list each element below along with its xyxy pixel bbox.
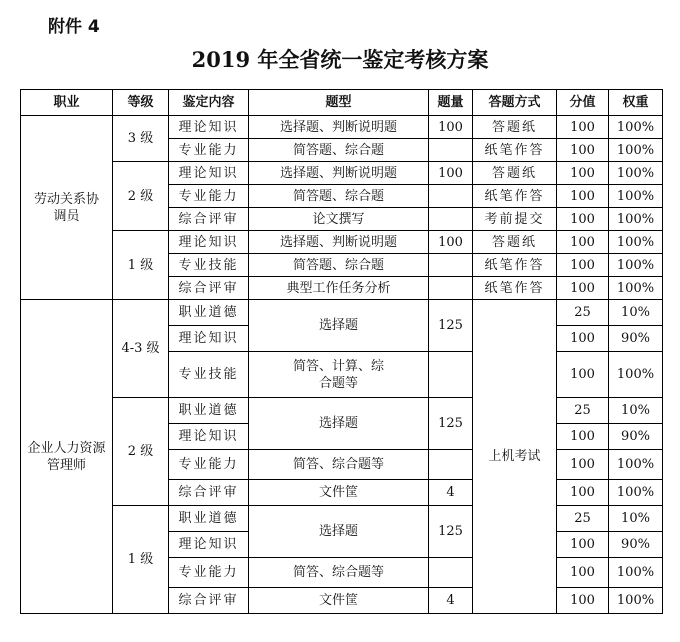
qty-cell: 125 (429, 506, 473, 558)
qty-cell: 4 (429, 480, 473, 506)
score-cell: 100 (557, 277, 609, 300)
method-cell: 上机考试 (473, 300, 557, 614)
weight-cell: 100% (609, 162, 663, 185)
attachment-label: 附件 4 (48, 17, 100, 37)
level-cell: 4-3 级 (113, 300, 169, 398)
qty-cell: 4 (429, 588, 473, 614)
weight-cell: 10% (609, 300, 663, 326)
method-cell: 考前提交 (473, 208, 557, 231)
type-cell: 论文撰写 (249, 208, 429, 231)
type-cell: 典型工作任务分析 (249, 277, 429, 300)
weight-cell: 100% (609, 185, 663, 208)
score-cell: 100 (557, 352, 609, 398)
type-cell: 文件筐 (249, 588, 429, 614)
content-cell: 专业技能 (169, 254, 249, 277)
type-cell: 文件筐 (249, 480, 429, 506)
qty-cell (429, 450, 473, 480)
level-cell: 2 级 (113, 162, 169, 231)
table-row (21, 300, 663, 326)
score-cell: 25 (557, 506, 609, 532)
qty-cell (429, 277, 473, 300)
method-cell: 答题纸 (473, 162, 557, 185)
weight-cell: 10% (609, 506, 663, 532)
score-cell: 100 (557, 558, 609, 588)
table-row (21, 116, 663, 139)
weight-cell: 100% (609, 277, 663, 300)
qty-cell (429, 139, 473, 162)
header-level: 等级 (113, 90, 169, 116)
weight-cell: 100% (609, 139, 663, 162)
content-cell: 理论知识 (169, 424, 249, 450)
score-cell: 100 (557, 208, 609, 231)
score-cell: 100 (557, 588, 609, 614)
method-cell: 纸笔作答 (473, 254, 557, 277)
score-cell: 100 (557, 162, 609, 185)
content-cell: 理论知识 (169, 231, 249, 254)
qty-cell (429, 352, 473, 398)
weight-cell: 100% (609, 352, 663, 398)
content-cell: 综合评审 (169, 208, 249, 231)
weight-cell: 100% (609, 558, 663, 588)
type-cell: 简答题、综合题 (249, 185, 429, 208)
content-cell: 专业能力 (169, 185, 249, 208)
qty-cell: 125 (429, 300, 473, 352)
content-cell: 专业能力 (169, 450, 249, 480)
type-cell: 简答题、综合题 (249, 139, 429, 162)
qty-cell (429, 208, 473, 231)
content-cell: 理论知识 (169, 326, 249, 352)
level-cell: 3 级 (113, 116, 169, 162)
header-content: 鉴定内容 (169, 90, 249, 116)
weight-cell: 90% (609, 424, 663, 450)
weight-cell: 100% (609, 480, 663, 506)
table-row (21, 162, 663, 185)
table-row (21, 231, 663, 254)
assessment-table (20, 89, 663, 614)
table-row (21, 398, 663, 424)
type-cell: 选择题、判断说明题 (249, 231, 429, 254)
level-cell: 1 级 (113, 231, 169, 300)
type-cell: 选择题 (249, 300, 429, 352)
score-cell: 100 (557, 116, 609, 139)
qty-cell: 100 (429, 116, 473, 139)
header-weight: 权重 (609, 90, 663, 116)
content-cell: 理论知识 (169, 162, 249, 185)
header-occupation: 职业 (21, 90, 113, 116)
table-row (21, 506, 663, 532)
type-cell: 简答题、综合题 (249, 254, 429, 277)
score-cell: 100 (557, 185, 609, 208)
content-cell: 职业道德 (169, 300, 249, 326)
score-cell: 100 (557, 480, 609, 506)
weight-cell: 100% (609, 116, 663, 139)
score-cell: 100 (557, 139, 609, 162)
score-cell: 100 (557, 326, 609, 352)
weight-cell: 100% (609, 588, 663, 614)
score-cell: 100 (557, 231, 609, 254)
type-cell: 选择题 (249, 398, 429, 450)
occupation-cell: 企业人力资源管理师 (21, 300, 113, 614)
weight-cell: 100% (609, 254, 663, 277)
score-cell: 100 (557, 424, 609, 450)
method-cell: 答题纸 (473, 231, 557, 254)
qty-cell: 100 (429, 162, 473, 185)
qty-cell (429, 185, 473, 208)
method-cell: 纸笔作答 (473, 139, 557, 162)
header-row (21, 90, 663, 116)
content-cell: 专业技能 (169, 352, 249, 398)
content-cell: 职业道德 (169, 398, 249, 424)
weight-cell: 100% (609, 450, 663, 480)
weight-cell: 90% (609, 532, 663, 558)
score-cell: 25 (557, 300, 609, 326)
content-cell: 职业道德 (169, 506, 249, 532)
weight-cell: 100% (609, 208, 663, 231)
header-score: 分值 (557, 90, 609, 116)
content-cell: 专业能力 (169, 139, 249, 162)
type-cell: 简答、计算、综合题等 (249, 352, 429, 398)
content-cell: 综合评审 (169, 588, 249, 614)
content-cell: 综合评审 (169, 277, 249, 300)
document-title: 2019 年全省统一鉴定考核方案 (191, 47, 489, 72)
content-cell: 综合评审 (169, 480, 249, 506)
method-cell: 纸笔作答 (473, 277, 557, 300)
content-cell: 理论知识 (169, 116, 249, 139)
type-cell: 选择题 (249, 506, 429, 558)
type-cell: 简答、综合题等 (249, 450, 429, 480)
header-answer-method: 答题方式 (473, 90, 557, 116)
qty-cell (429, 254, 473, 277)
score-cell: 100 (557, 450, 609, 480)
weight-cell: 90% (609, 326, 663, 352)
type-cell: 选择题、判断说明题 (249, 162, 429, 185)
weight-cell: 100% (609, 231, 663, 254)
type-cell: 简答、综合题等 (249, 558, 429, 588)
content-cell: 理论知识 (169, 532, 249, 558)
score-cell: 100 (557, 532, 609, 558)
level-cell: 2 级 (113, 398, 169, 506)
content-cell: 专业能力 (169, 558, 249, 588)
header-question-type: 题型 (249, 90, 429, 116)
qty-cell: 100 (429, 231, 473, 254)
weight-cell: 10% (609, 398, 663, 424)
method-cell: 答题纸 (473, 116, 557, 139)
header-quantity: 题量 (429, 90, 473, 116)
occupation-cell: 劳动关系协调员 (21, 116, 113, 300)
score-cell: 100 (557, 254, 609, 277)
type-cell: 选择题、判断说明题 (249, 116, 429, 139)
qty-cell (429, 558, 473, 588)
method-cell: 纸笔作答 (473, 185, 557, 208)
qty-cell: 125 (429, 398, 473, 450)
level-cell: 1 级 (113, 506, 169, 614)
score-cell: 25 (557, 398, 609, 424)
